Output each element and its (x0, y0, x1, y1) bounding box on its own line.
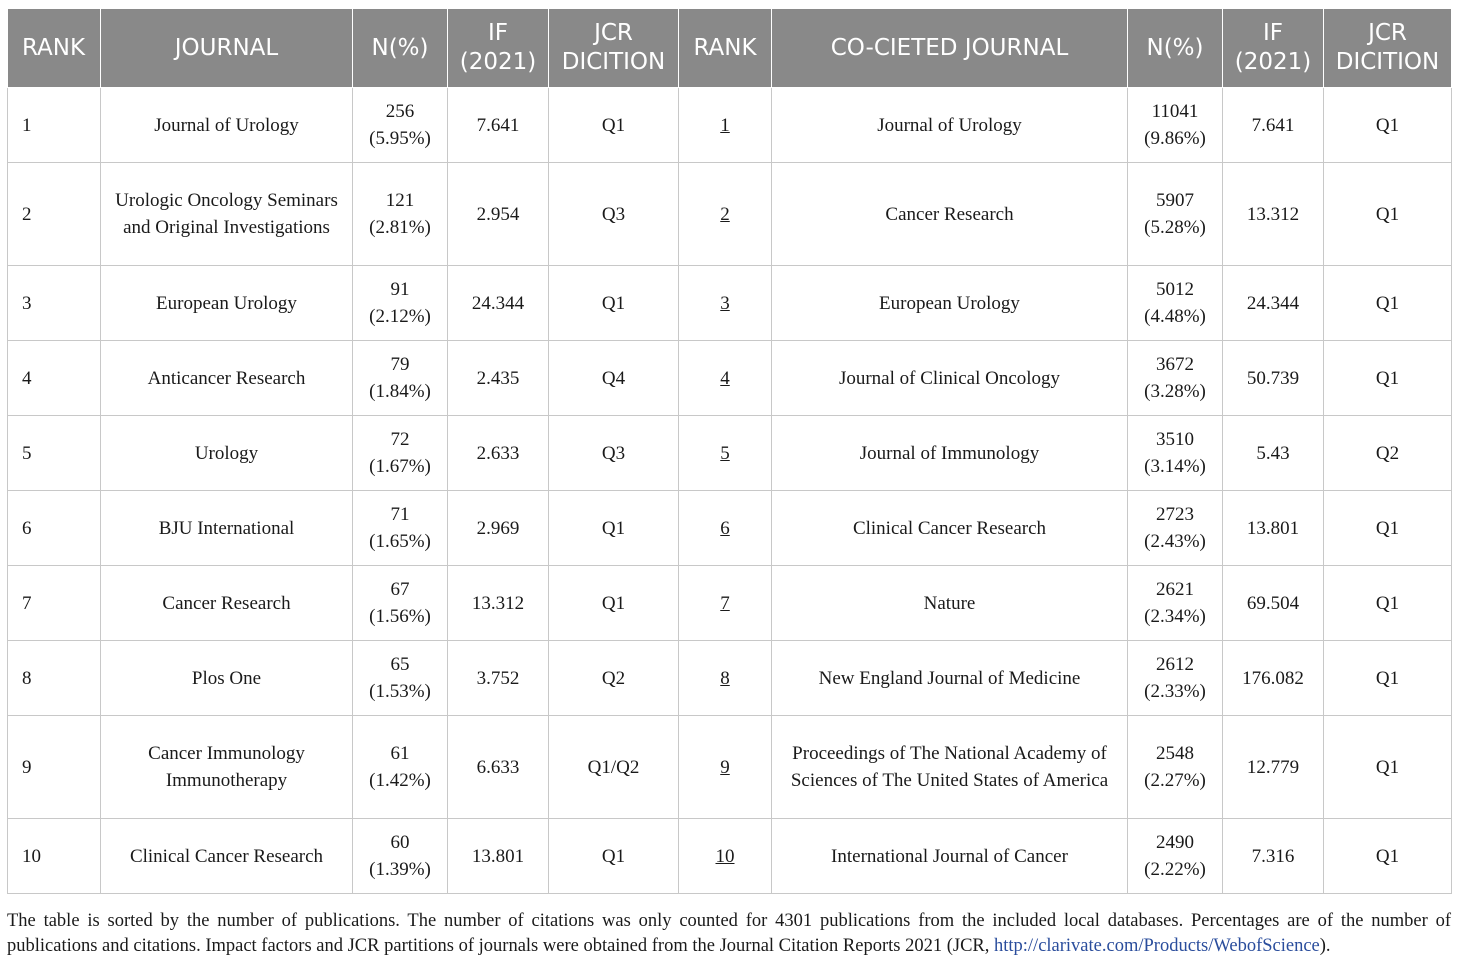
co-journal-cell: Cancer Research (772, 163, 1128, 266)
if-cell: 13.801 (448, 819, 549, 894)
co-if-cell: 7.316 (1223, 819, 1324, 894)
co-if-cell: 5.43 (1223, 416, 1324, 491)
table-row (8, 266, 1452, 341)
table-row (8, 88, 1452, 163)
co-if-cell: 24.344 (1223, 266, 1324, 341)
jcr-cell: Q3 (549, 163, 679, 266)
co-journal-cell: New England Journal of Medicine (772, 641, 1128, 716)
if-cell: 24.344 (448, 266, 549, 341)
journal-cell: European Urology (101, 266, 353, 341)
table-row (8, 641, 1452, 716)
co-jcr-cell: Q1 (1324, 819, 1452, 894)
header-rank: RANK (8, 9, 101, 88)
co-journal-cell: European Urology (772, 266, 1128, 341)
table-row (8, 819, 1452, 894)
jcr-cell: Q1 (549, 266, 679, 341)
co-if-cell: 13.801 (1223, 491, 1324, 566)
co-if-cell: 13.312 (1223, 163, 1324, 266)
journal-cell: Journal of Urology (101, 88, 353, 163)
rank-cell: 2 (8, 163, 101, 266)
co-rank-cell: 6 (679, 491, 772, 566)
count-cell: 256 (5.95%) (353, 88, 448, 163)
count-cell: 72 (1.67%) (353, 416, 448, 491)
table-row (8, 716, 1452, 819)
rank-cell: 7 (8, 566, 101, 641)
table-row (8, 566, 1452, 641)
co-rank-cell: 10 (679, 819, 772, 894)
header-co-rank: RANK (679, 9, 772, 88)
header-co-n: N(%) (1128, 9, 1223, 88)
rank-cell: 10 (8, 819, 101, 894)
co-count-cell: 2612 (2.33%) (1128, 641, 1223, 716)
co-jcr-cell: Q1 (1324, 266, 1452, 341)
co-if-cell: 7.641 (1223, 88, 1324, 163)
journal-cell: Anticancer Research (101, 341, 353, 416)
co-rank-cell: 7 (679, 566, 772, 641)
if-cell: 7.641 (448, 88, 549, 163)
co-journal-cell: Journal of Clinical Oncology (772, 341, 1128, 416)
journal-cell: Cancer Research (101, 566, 353, 641)
co-jcr-cell: Q1 (1324, 641, 1452, 716)
footnote-end: ). (1319, 936, 1331, 956)
co-if-cell: 69.504 (1223, 566, 1324, 641)
count-cell: 91 (2.12%) (353, 266, 448, 341)
co-if-cell: 50.739 (1223, 341, 1324, 416)
co-rank-cell: 9 (679, 716, 772, 819)
count-cell: 61 (1.42%) (353, 716, 448, 819)
header-co-journal: CO-CIETED JOURNAL (772, 9, 1128, 88)
co-jcr-cell: Q1 (1324, 88, 1452, 163)
co-journal-cell: Nature (772, 566, 1128, 641)
co-rank-cell: 5 (679, 416, 772, 491)
co-journal-cell: International Journal of Cancer (772, 819, 1128, 894)
jcr-cell: Q1 (549, 819, 679, 894)
co-count-cell: 2723 (2.43%) (1128, 491, 1223, 566)
journal-cell: Cancer Immunology Immunotherapy (101, 716, 353, 819)
count-cell: 71 (1.65%) (353, 491, 448, 566)
if-cell: 2.969 (448, 491, 549, 566)
co-count-cell: 2548 (2.27%) (1128, 716, 1223, 819)
co-if-cell: 12.779 (1223, 716, 1324, 819)
co-journal-cell: Proceedings of The National Academy of Sciences of The United States of America (772, 716, 1128, 819)
co-rank-cell: 2 (679, 163, 772, 266)
co-count-cell: 3510 (3.14%) (1128, 416, 1223, 491)
count-cell: 65 (1.53%) (353, 641, 448, 716)
journal-cell: BJU International (101, 491, 353, 566)
co-jcr-cell: Q1 (1324, 566, 1452, 641)
co-count-cell: 5012 (4.48%) (1128, 266, 1223, 341)
jcr-cell: Q4 (549, 341, 679, 416)
count-cell: 60 (1.39%) (353, 819, 448, 894)
rank-cell: 5 (8, 416, 101, 491)
journal-cell: Urologic Oncology Seminars and Original Investigations (101, 163, 353, 266)
count-cell: 121 (2.81%) (353, 163, 448, 266)
table-row (8, 163, 1452, 266)
co-rank-cell: 3 (679, 266, 772, 341)
count-cell: 79 (1.84%) (353, 341, 448, 416)
co-journal-cell: Clinical Cancer Research (772, 491, 1128, 566)
co-count-cell: 2490 (2.22%) (1128, 819, 1223, 894)
if-cell: 3.752 (448, 641, 549, 716)
co-rank-cell: 1 (679, 88, 772, 163)
if-cell: 2.954 (448, 163, 549, 266)
co-jcr-cell: Q1 (1324, 341, 1452, 416)
co-jcr-cell: Q1 (1324, 491, 1452, 566)
table-row (8, 416, 1452, 491)
header-if: IF (2021) (448, 9, 549, 88)
co-journal-cell: Journal of Urology (772, 88, 1128, 163)
co-jcr-cell: Q2 (1324, 416, 1452, 491)
footnote-link[interactable]: http://clarivate.com/Products/WebofScience (994, 936, 1320, 956)
header-journal: JOURNAL (101, 9, 353, 88)
co-count-cell: 11041 (9.86%) (1128, 88, 1223, 163)
header-row (8, 9, 1452, 88)
if-cell: 6.633 (448, 716, 549, 819)
jcr-cell: Q3 (549, 416, 679, 491)
table-row (8, 491, 1452, 566)
rank-cell: 1 (8, 88, 101, 163)
header-co-if: IF (2021) (1223, 9, 1324, 88)
header-jcr: JCR DICITION (549, 9, 679, 88)
co-count-cell: 3672 (3.28%) (1128, 341, 1223, 416)
co-rank-cell: 4 (679, 341, 772, 416)
journal-cell: Plos One (101, 641, 353, 716)
rank-cell: 6 (8, 491, 101, 566)
jcr-cell: Q1/Q2 (549, 716, 679, 819)
co-count-cell: 5907 (5.28%) (1128, 163, 1223, 266)
header-co-jcr: JCR DICITION (1324, 9, 1452, 88)
co-rank-cell: 8 (679, 641, 772, 716)
count-cell: 67 (1.56%) (353, 566, 448, 641)
jcr-cell: Q2 (549, 641, 679, 716)
journals-table (7, 8, 1452, 894)
co-count-cell: 2621 (2.34%) (1128, 566, 1223, 641)
table-footnote (7, 909, 1451, 959)
rank-cell: 3 (8, 266, 101, 341)
rank-cell: 8 (8, 641, 101, 716)
if-cell: 2.633 (448, 416, 549, 491)
co-jcr-cell: Q1 (1324, 716, 1452, 819)
rank-cell: 4 (8, 341, 101, 416)
jcr-cell: Q1 (549, 88, 679, 163)
jcr-cell: Q1 (549, 566, 679, 641)
journal-cell: Urology (101, 416, 353, 491)
journal-cell: Clinical Cancer Research (101, 819, 353, 894)
if-cell: 2.435 (448, 341, 549, 416)
jcr-cell: Q1 (549, 491, 679, 566)
co-journal-cell: Journal of Immunology (772, 416, 1128, 491)
co-if-cell: 176.082 (1223, 641, 1324, 716)
co-jcr-cell: Q1 (1324, 163, 1452, 266)
table-row (8, 341, 1452, 416)
header-n: N(%) (353, 9, 448, 88)
rank-cell: 9 (8, 716, 101, 819)
if-cell: 13.312 (448, 566, 549, 641)
footnote-text: The table is sorted by the number of publications. The number of citations was only counted for 4301 publications from the included local databases. Percentages are of the number of publications and citations. Impact factors and JCR partitions of journals were obtained from the Journal Citation Reports 2021 (JCR, (7, 911, 1451, 956)
